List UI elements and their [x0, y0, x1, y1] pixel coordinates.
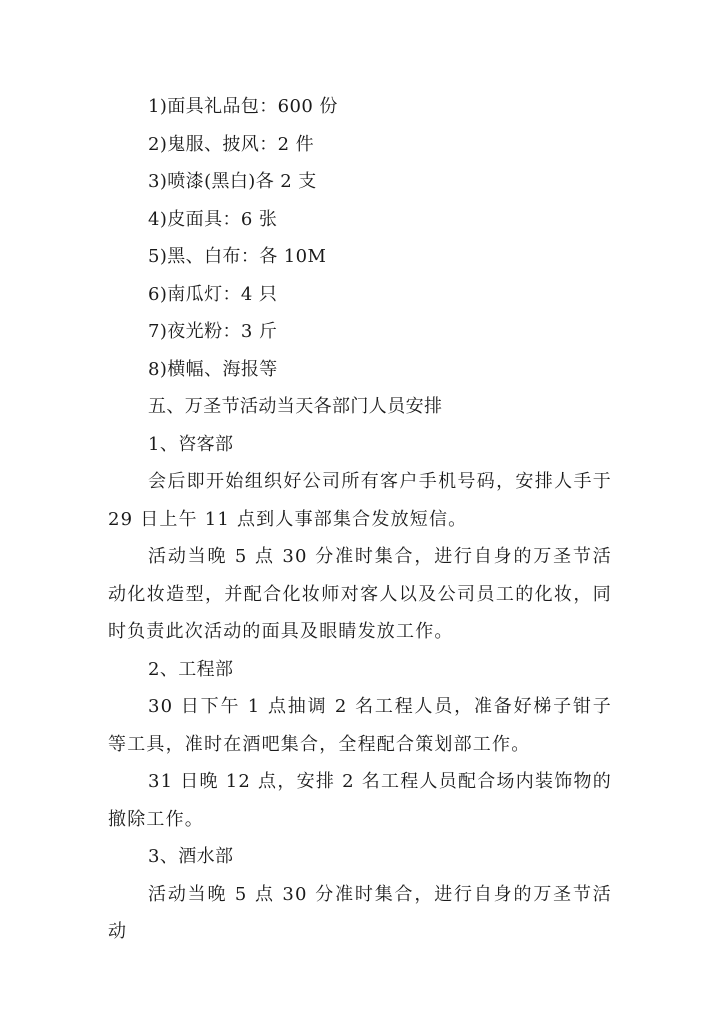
engineering-paragraph-1: 30 日下午 1 点抽调 2 名工程人员，准备好梯子钳子等工具，准时在酒吧集合，全程配合策划部工作。: [108, 696, 612, 755]
material-item-4: 4)皮面具：6 张: [148, 208, 278, 230]
beverage-paragraph-1: 活动当晚 5 点 30 分准时集合，进行自身的万圣节活动: [108, 883, 612, 942]
material-item-6: 6)南瓜灯：4 只: [148, 283, 278, 305]
dept-title-beverage: 3、酒水部: [148, 846, 234, 867]
material-item-1: 1)面具礼品包：600 份: [148, 96, 338, 117]
engineering-paragraph-2: 31 日晚 12 点，安排 2 名工程人员配合场内装饰物的撤除工作。: [108, 771, 612, 830]
reception-paragraph-1: 会后即开始组织好公司所有客户手机号码，安排人手于29 日上午 11 点到人事部集合发放短信。: [108, 471, 612, 530]
material-item-5: 5)黑、白布：各 10M: [148, 246, 327, 267]
document-page: [108, 88, 612, 951]
reception-paragraph-2: 活动当晚 5 点 30 分准时集合，进行自身的万圣节活动化妆造型，并配合化妆师对客人以及公司员工的化妆，同时负责此次活动的面具及眼睛发放工作。: [108, 546, 612, 642]
section-heading: 五、万圣节活动当天各部门人员安排: [148, 396, 443, 417]
dept-title-engineering: 2、工程部: [148, 658, 234, 680]
material-item-2: 2)鬼服、披风：2 件: [148, 133, 315, 155]
dept-title-reception: 1、咨客部: [148, 433, 234, 455]
material-item-8: 8)横幅、海报等: [148, 358, 278, 380]
material-item-7: 7)夜光粉：3 斤: [148, 321, 278, 342]
material-item-3: 3)喷漆(黑白)各 2 支: [148, 171, 317, 192]
